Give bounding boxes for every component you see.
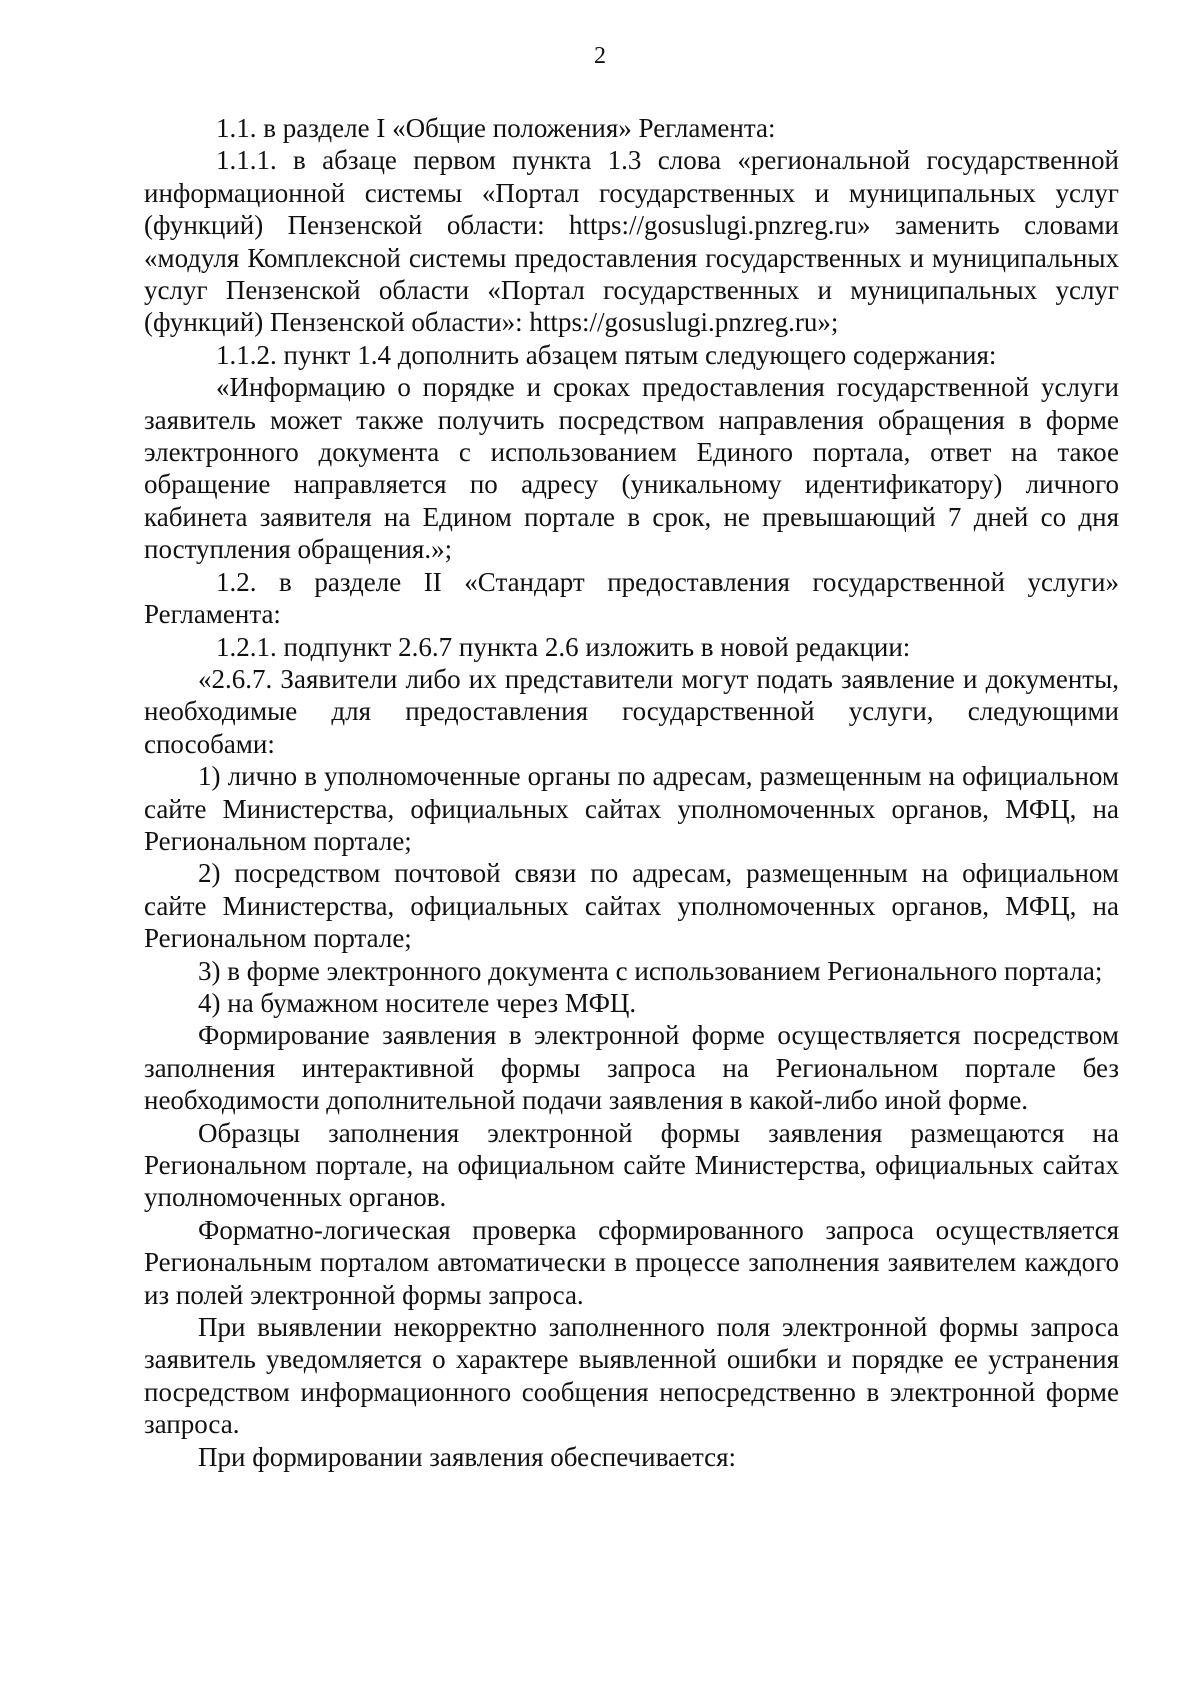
paragraph: «Информацию о порядке и сроках предоставления государственной услуги заявитель может также получить посредством направления обращения в форме электронного документа с использованием Единого портала, ответ на такое обращение направляется по адресу (уникальному идентификатору) личного кабинета заявителя на Едином портале в срок, не превышающий 7 дней со дня поступления обращения.»; xyxy=(144,372,1119,565)
paragraph: При формировании заявления обеспечивается: xyxy=(198,1441,736,1472)
paragraph: Формирование заявления в электронной форме осуществляется посредством заполнения интерактивной формы запроса на Региональном портале без необходимости дополнительной подачи заявления в какой-либо иной форме. xyxy=(144,1020,1119,1116)
paragraph: 1.1. в разделе I «Общие положения» Регламента: xyxy=(216,113,776,143)
paragraph: 1.1.1. в абзаце первом пункта 1.3 слова «региональной государственной информационной системы «Портал государственных и муниципальных услуг (функций) Пензенской области: https://gosuslugi.pnzreg.ru» заменить словами «модуля Комплексной системы предоставления государственных и муниципальных услуг Пензенской области «Портал государственных и муниципальных услуг (функций) Пензенской области»: https://gosuslugi.pnzreg.ru»; xyxy=(144,145,1119,338)
paragraph: 1.2.1. подпункт 2.6.7 пункта 2.6 изложить в новой редакции: xyxy=(216,631,911,662)
paragraph: 1.2. в разделе II «Стандарт предоставления государственной услуги» Регламента: xyxy=(144,566,1119,630)
paragraph: 1.1.2. пункт 1.4 дополнить абзацем пятым следующего содержания: xyxy=(216,339,997,370)
paragraph: «2.6.7. Заявители либо их представители могут подать заявление и документы, необходимые для предоставления государственной услуги, следующими способами: xyxy=(144,663,1119,759)
list-item: 4) на бумажном носителе через МФЦ. xyxy=(198,987,637,1018)
list-item: 1) лично в уполномоченные органы по адресам, размещенным на официальном сайте Министерства, официальных сайтах уполномоченных органов, МФЦ, на Региональном портале; xyxy=(144,761,1119,856)
page-number: 2 xyxy=(594,43,606,69)
document-body xyxy=(144,112,1119,1473)
paragraph: При выявлении некорректно заполненного поля электронной формы запроса заявитель уведомляется о характере выявленной ошибки и порядке ее устранения посредством информационного сообщения непосредственно в электронной форме запроса. xyxy=(144,1312,1119,1440)
paragraph: Образцы заполнения электронной формы заявления размещаются на Региональном портале, на официальном сайте Министерства, официальных сайтах уполномоченных органов. xyxy=(144,1117,1119,1213)
list-item: 3) в форме электронного документа с использованием Регионального портала; xyxy=(198,955,1103,986)
list-item: 2) посредством почтовой связи по адресам, размещенным на официальном сайте Министерства, официальных сайтах уполномоченных органов, МФЦ, на Региональном портале; xyxy=(144,858,1119,954)
paragraph: Форматно-логическая проверка сформированного запроса осуществляется Региональным порталом автоматически в процессе заполнения заявителем каждого из полей электронной формы запроса. xyxy=(144,1214,1119,1310)
